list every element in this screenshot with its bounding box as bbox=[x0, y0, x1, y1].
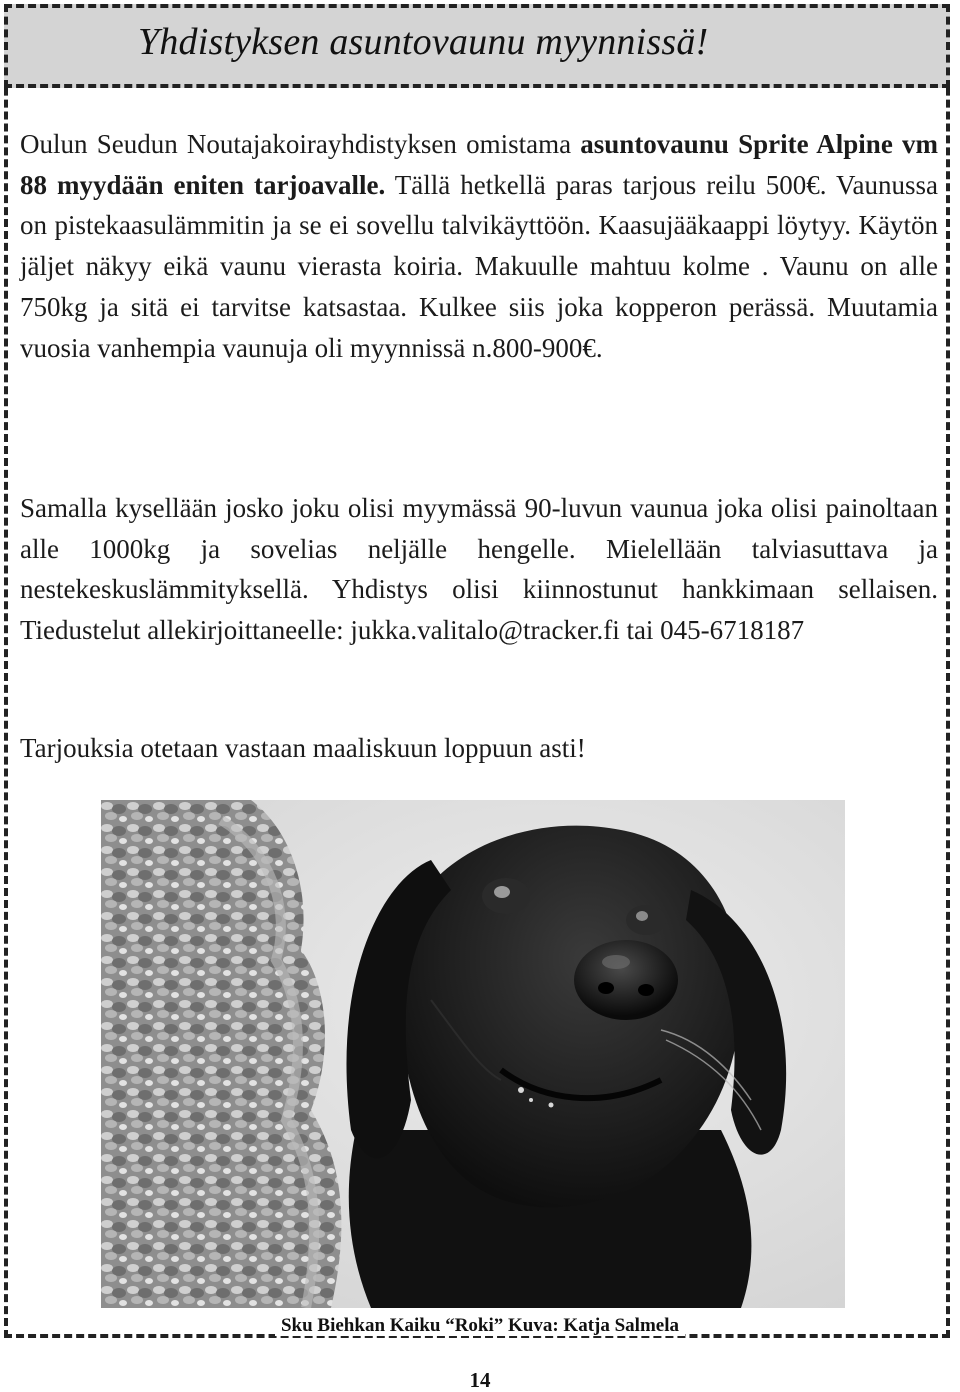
article-paragraph-1 bbox=[20, 124, 938, 368]
dog-right-eye bbox=[626, 905, 666, 935]
article-highlight-text: asuntovaunu Sprite Alpine vm 88 myydään eniten tarjoavalle. bbox=[20, 129, 939, 200]
photo-caption-text: Sku Biehkan Kaiku “Roki” Kuva: Katja Salmela bbox=[275, 1315, 685, 1336]
page-title: Yhdistyksen asuntovaunu myynnissä! bbox=[138, 21, 709, 63]
article-closing-line: Tarjouksia otetaan vastaan maaliskuun loppuun asti! bbox=[20, 733, 586, 763]
photo-caption bbox=[0, 1314, 960, 1338]
page-number: 14 bbox=[469, 1368, 491, 1392]
dog-nose bbox=[574, 940, 678, 1020]
dog-photo bbox=[101, 800, 845, 1308]
article-paragraph-2: Samalla kysellään josko joku olisi myymässä 90-luvun vaunua joka olisi painoltaan alle 1000kg ja sovelias neljälle hengelle. Mielellään talviasuttava ja nestekeskuslämmityksellä. Yhdistys olisi kiinnostunut hankkimaan sellaisen. Tiedustelut allekirjoittaneelle: jukka.valitalo@tracker.fi tai 045-6718187 bbox=[20, 493, 938, 646]
article-intro-text: Oulun Seudun Noutajakoirayhdistyksen omistama bbox=[20, 129, 581, 159]
article-details-text: Tällä hetkellä paras tarjous reilu 500€. Vaunussa on pistekaasulämmitin ja se ei sovellu talvikäyttöön. Kaasujääkaappi löytyy. Käytön jäljet näkyy eikä vaunu vierasta koiria. Makuulle mahtuu kolme . Vaunu on alle 750kg ja sitä ei tarvitse katsastaa. Kulkee siis joka kopperon perässä. Muutamia vuosia vanhempia vaunuja oli myynnissä n.800-900€. bbox=[20, 169, 938, 363]
